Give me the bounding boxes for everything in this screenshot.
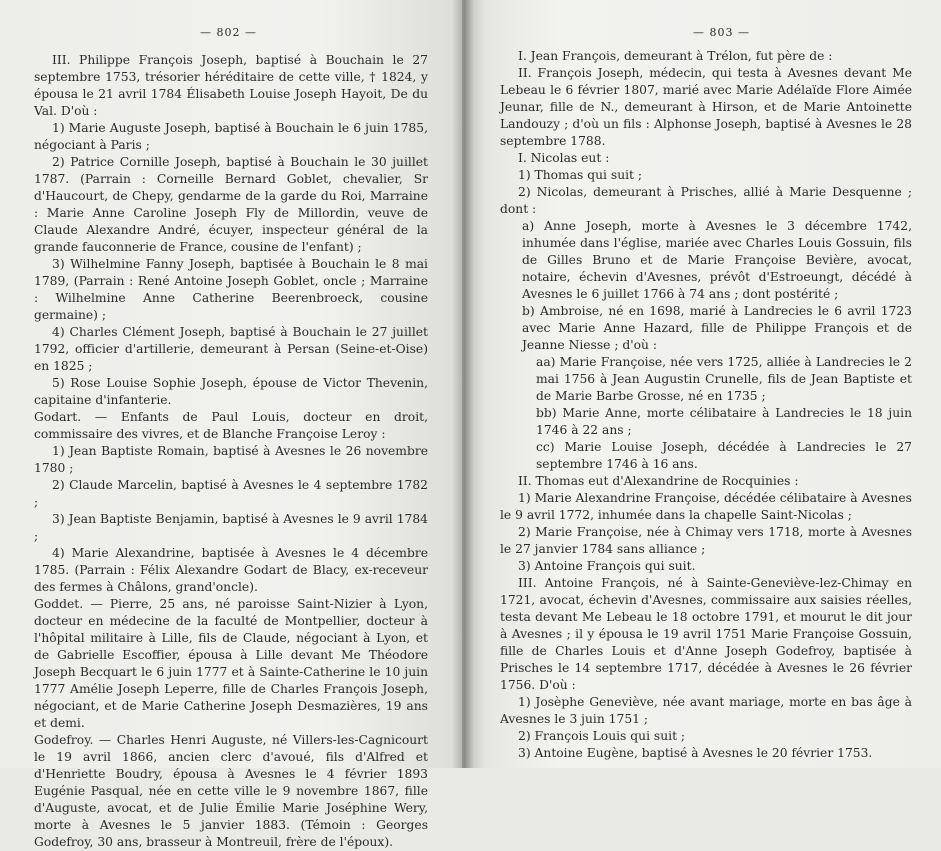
paragraph: aa) Marie Françoise, née vers 1725, alliée à Landrecies le 2 mai 1756 à Jean Augustin Crunelle, fils de Jean Baptiste et de Marie Barbe Grosse, né en 1735 ; (536, 355, 912, 403)
paragraph: 5) Rose Louise Sophie Joseph, épouse de Victor Thevenin, capitaine d'infanterie. (34, 376, 428, 407)
paragraph: 3) Antoine Eugène, baptisé à Avesnes le 20 février 1753. (518, 746, 873, 760)
paragraph: bb) Marie Anne, morte célibataire à Landrecies le 18 juin 1746 à 22 ans ; (536, 406, 912, 437)
paragraph: 4) Charles Clément Joseph, baptisé à Bouchain le 27 juillet 1792, officier d'artillerie, demeurant à Persan (Seine-et-Oise) en 1825 ; (34, 325, 428, 373)
paragraph: 1) Thomas qui suit ; (518, 168, 643, 182)
paragraph: 1) Josèphe Geneviève, née avant mariage, morte en bas âge à Avesnes le 3 juin 1751 ; (500, 695, 912, 726)
paragraph: a) Anne Joseph, morte à Avesnes le 3 décembre 1742, inhumée dans l'église, mariée avec Charles Louis Gossuin, fils de Gilles Bruno et de Marie Françoise Bevière, avocat, notaire, échevin d'Avesnes, prévôt d'Estroeungt, décédé à Avesnes le 6 juillet 1766 à 74 ans ; dont postérité ; (522, 219, 912, 301)
paragraph: 3) Jean Baptiste Benjamin, baptisé à Avesnes le 9 avril 1784 ; (34, 512, 428, 543)
paragraph: Goddet. — Pierre, 25 ans, né paroisse Saint-Nizier à Lyon, docteur en médecine de la faculté de Montpellier, docteur à l'hôpital militaire à Lille, fils de Claude, négociant à Lyon, et de Gabrielle Escoffier, épousa à Lille devant Me Théodore Joseph Becquart le 6 juin 1777 et à Sainte-Catherine le 10 juin 1777 Amélie Joseph Leperre, fille de Charles François Joseph, négociant, et de Marie Catherine Joseph Desmazières, 19 ans et demi. (34, 597, 428, 730)
page-number: — 803 — (693, 26, 750, 39)
page-body (500, 48, 912, 762)
paragraph: 1) Marie Auguste Joseph, baptisé à Bouchain le 6 juin 1785, négociant à Paris ; (34, 121, 428, 152)
paragraph: b) Ambroise, né en 1698, marié à Landrecies le 6 avril 1723 avec Marie Anne Hazard, fille de Philippe François et de Jeanne Niesse ; d'où : (522, 304, 912, 352)
right-page (462, 0, 941, 768)
page-body (34, 52, 428, 851)
paragraph: 2) Nicolas, demeurant à Prisches, allié à Marie Desquenne ; dont : (500, 185, 912, 216)
paragraph: 2) François Louis qui suit ; (518, 729, 686, 743)
paragraph: 3) Antoine François qui suit. (518, 559, 696, 573)
paragraph: Godefroy. — Charles Henri Auguste, né Villers-les-Cagnicourt le 19 avril 1866, ancien clerc d'avoué, fils d'Alfred et d'Henriette Boudry, épousa à Avesnes le 4 février 1893 Eugénie Pasqual, née en cette ville le 9 novembre 1867, fille d'Auguste, avocat, et de Julie Émilie Marie Joséphine Wery, morte à Avesnes le 5 janvier 1883. (Témoin : Georges Godefroy, 30 ans, brasseur à Montreuil, frère de l'époux). (34, 733, 428, 849)
paragraph: 3) Wilhelmine Fanny Joseph, baptisée à Bouchain le 8 mai 1789, (Parrain : René Antoine Joseph Goblet, oncle ; Marraine : Wilhelmine Anne Catherine Beerenbroeck, cousine germaine) ; (34, 257, 428, 322)
paragraph: 4) Marie Alexandrine, baptisée à Avesnes le 4 décembre 1785. (Parrain : Félix Alexandre Godart de Blacy, ex-receveur des fermes à Châlons, grand'oncle). (34, 546, 428, 594)
paragraph: I. Jean François, demeurant à Trélon, fut père de : (518, 49, 833, 63)
paragraph: Godart. — Enfants de Paul Louis, docteur en droit, commissaire des vivres, et de Blanche Françoise Leroy : (34, 410, 428, 441)
page-gutter (452, 0, 474, 768)
paragraph: 1) Jean Baptiste Romain, baptisé à Avesnes le 26 novembre 1780 ; (34, 444, 428, 475)
paragraph: II. François Joseph, médecin, qui testa à Avesnes devant Me Lebeau le 6 février 1807, marié avec Marie Adélaïde Flore Aimée Jeunar, fille de N., demeurant à Hirson, et de Marie Antoinette Landouzy ; d'où un fils : Alphonse Joseph, baptisé à Avesnes le 28 septembre 1788. (500, 66, 912, 148)
paragraph: III. Antoine François, né à Sainte-Geneviève-lez-Chimay en 1721, avocat, échevin d'Avesnes, commissaire aux saisies réelles, testa devant Me Lebeau le 18 octobre 1791, et mourut le dit jour à Avesnes ; il y épousa le 19 avril 1751 Marie Françoise Gossuin, fille de Charles Louis et d'Anne Joseph Godefroy, baptisée à Prisches le 14 septembre 1717, décédée à Avesnes le 26 février 1756. D'où : (500, 576, 912, 692)
left-page (0, 0, 462, 849)
paragraph: II. Thomas eut d'Alexandrine de Rocquinies : (518, 474, 799, 488)
paragraph: III. Philippe François Joseph, baptisé à Bouchain le 27 septembre 1753, trésorier héréditaire de cette ville, † 1824, y épousa le 21 avril 1784 Élisabeth Louise Joseph Hayoit, De du Val. D'où : (34, 53, 428, 118)
paragraph: 2) Claude Marcelin, baptisé à Avesnes le 4 septembre 1782 ; (34, 478, 428, 509)
paragraph: I. Nicolas eut : (518, 151, 610, 165)
paragraph: 2) Patrice Cornille Joseph, baptisé à Bouchain le 30 juillet 1787. (Parrain : Corneille Bernard Goblet, chevalier, Sr d'Haucourt, de Chepy, gendarme de la garde du Roi, Marraine : Marie Anne Caroline Joseph Fly de Millordin, veuve de Claude Alexandre André, écuyer, inspecteur général de la grande fauconnerie de France, cousine de l'enfant) ; (34, 155, 428, 254)
paragraph: cc) Marie Louise Joseph, décédée à Landrecies le 27 septembre 1746 à 16 ans. (536, 440, 912, 471)
page-number: — 802 — (200, 26, 257, 39)
paragraph: 1) Marie Alexandrine Françoise, décédée célibataire à Avesnes le 9 avril 1772, inhumée dans la chapelle Saint-Nicolas ; (500, 491, 912, 522)
paragraph: 2) Marie Françoise, née à Chimay vers 1718, morte à Avesnes le 27 janvier 1784 sans alliance ; (500, 525, 912, 556)
